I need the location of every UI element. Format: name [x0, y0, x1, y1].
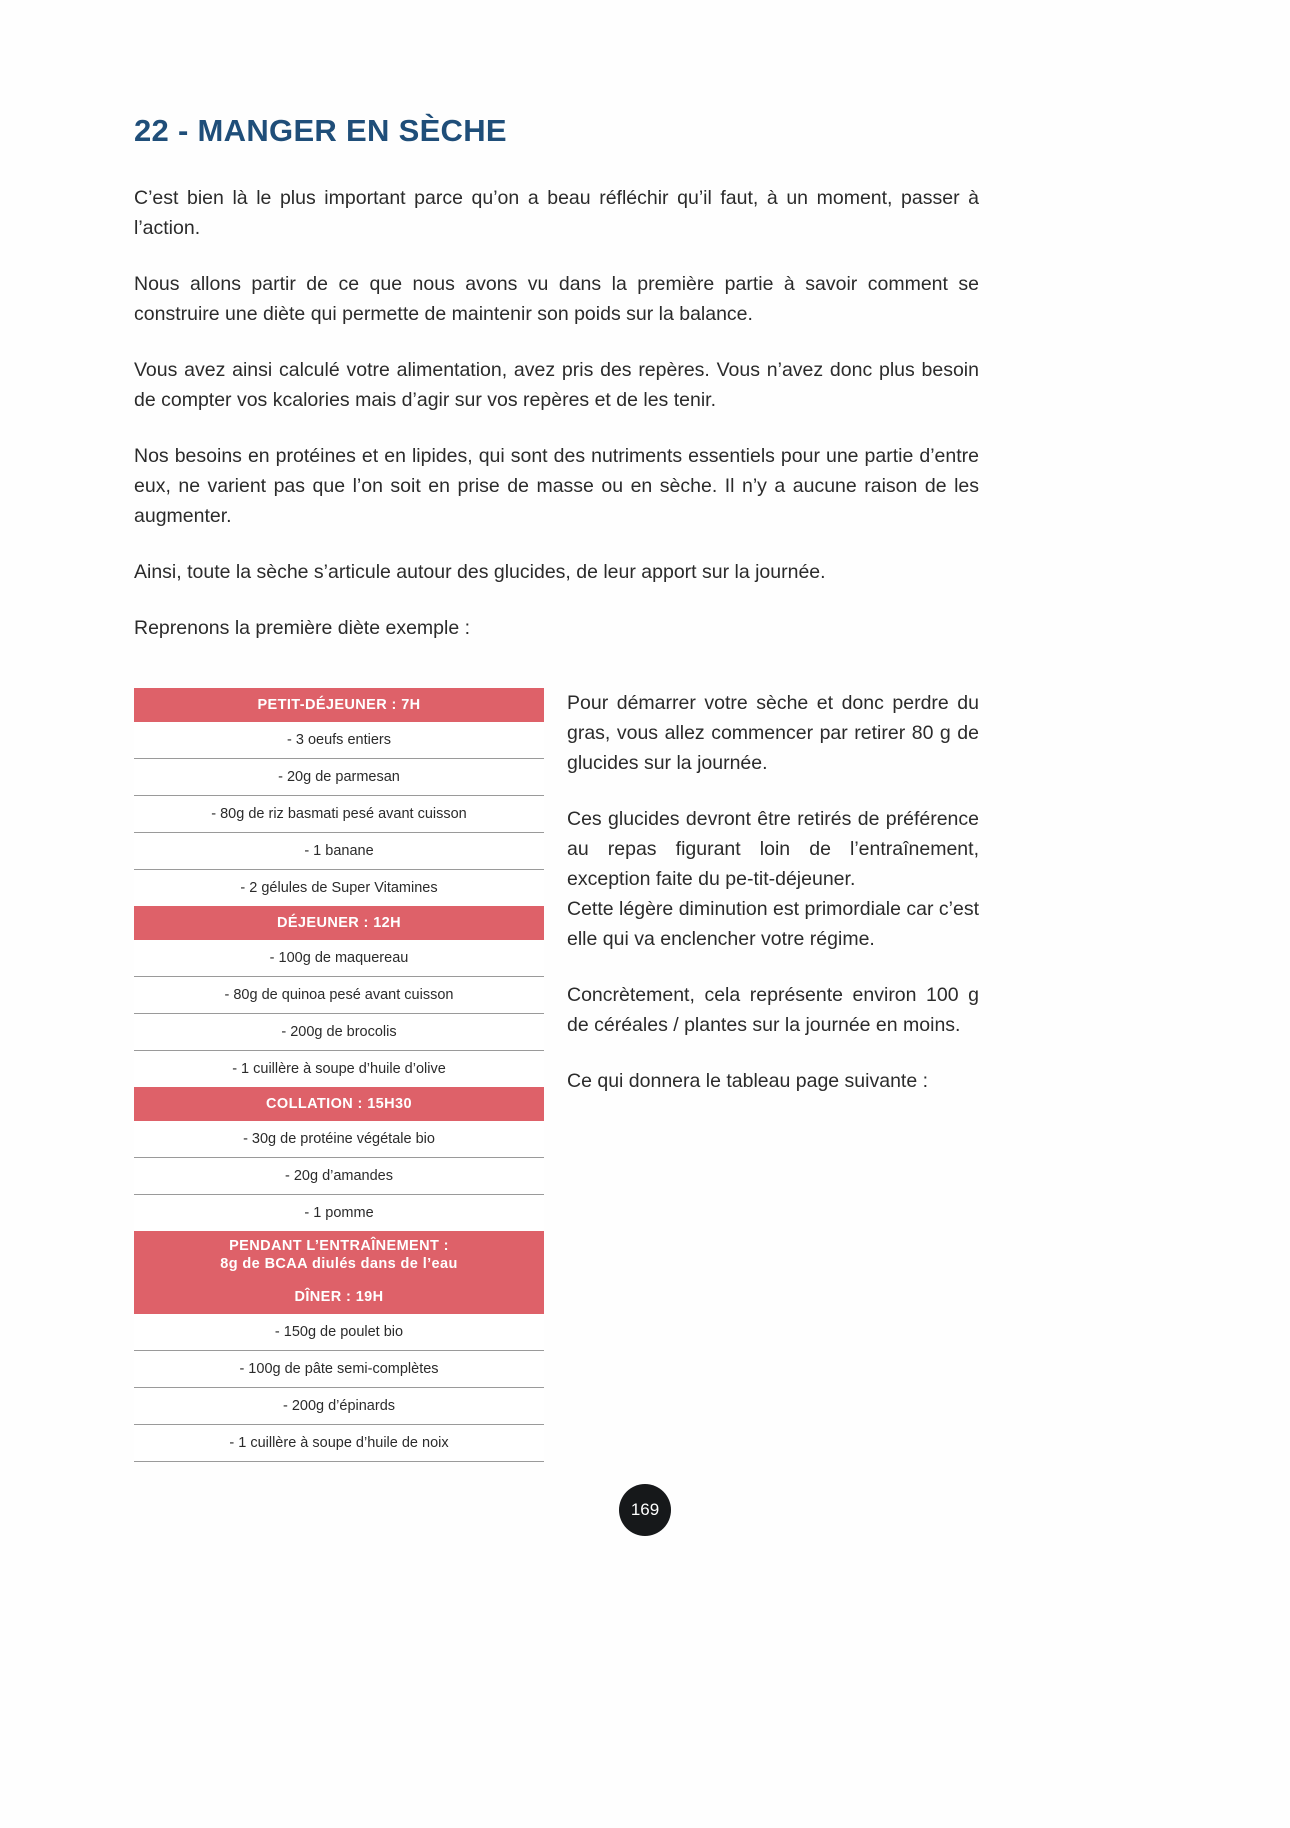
meal-header-label: DÎNER : 19H	[294, 1289, 384, 1305]
meal-item: - 2 gélules de Super Vitamines	[134, 870, 544, 906]
paragraph-5: Ainsi, toute la sèche s’articule autour des glucides, de leur apport sur la journée.	[134, 561, 826, 584]
meal-item: - 200g d’épinards	[134, 1388, 544, 1425]
paragraph-3: Vous avez ainsi calculé votre alimentation, avez pris des repères. Vous n’avez donc plus besoin de compter vos kcalories mais d’agir sur vos repères et de les tenir.	[134, 359, 979, 412]
meal-item: - 80g de riz basmati pesé avant cuisson	[134, 796, 544, 833]
meal-item: - 150g de poulet bio	[134, 1314, 544, 1351]
meal-header-label: PETIT-DÉJEUNER : 7H	[257, 697, 421, 713]
explanation-column	[567, 688, 979, 1122]
page-number-badge: 169	[619, 1484, 671, 1536]
meal-item: - 100g de maquereau	[134, 940, 544, 977]
right-paragraph-4: Concrètement, cela représente environ 100 g de céréales / plantes sur la journée en moins.	[567, 984, 979, 1036]
right-paragraph-3: Cette légère diminution est primordiale car c’est elle qui va enclencher votre régime.	[567, 898, 979, 950]
diet-table-column	[134, 688, 544, 1462]
meal-item: - 200g de brocolis	[134, 1014, 544, 1051]
meal-header	[134, 688, 544, 722]
meal-header-sublabel: 8g de BCAA diulés dans de l’eau	[220, 1256, 458, 1272]
meal-header	[134, 906, 544, 940]
meal-item: - 1 cuillère à soupe d’huile de noix	[134, 1425, 544, 1462]
meal-header	[134, 1231, 544, 1280]
meal-item: - 100g de pâte semi-complètes	[134, 1351, 544, 1388]
right-paragraph-5: Ce qui donnera le tableau page suivante :	[567, 1070, 929, 1092]
meal-item: - 20g de parmesan	[134, 759, 544, 796]
meal-item: - 30g de protéine végétale bio	[134, 1121, 544, 1158]
meal-item: - 1 banane	[134, 833, 544, 870]
article-body	[134, 112, 979, 643]
meal-header-label: DÉJEUNER : 12H	[276, 915, 402, 931]
diet-table	[134, 688, 544, 1462]
meal-item: - 20g d’amandes	[134, 1158, 544, 1195]
meal-item: - 1 cuillère à soupe d’huile d’olive	[134, 1051, 544, 1087]
meal-item: - 3 oeufs entiers	[134, 722, 544, 759]
paragraph-1: C’est bien là le plus important parce qu’on a beau réfléchir qu’il faut, à un moment, passer à l’action.	[134, 187, 979, 240]
meal-header	[134, 1087, 544, 1121]
meal-header	[134, 1280, 544, 1314]
right-paragraph-1: Pour démarrer votre sèche et donc perdre du gras, vous allez commencer par retirer 80 g de glucides sur la journée.	[567, 692, 979, 774]
right-paragraph-2: Ces glucides devront être retirés de préférence au repas figurant loin de l’entraînement, exception faite du pe-tit-déjeuner.	[567, 808, 979, 890]
paragraph-4: Nos besoins en protéines et en lipides, qui sont des nutriments essentiels pour une partie d’entre eux, ne varient pas que l’on soit en prise de masse ou en sèche. Il n’y a aucune raison de les augmenter.	[134, 445, 979, 528]
meal-header-label: PENDANT L’ENTRAÎNEMENT :	[229, 1238, 449, 1254]
meal-item: - 80g de quinoa pesé avant cuisson	[134, 977, 544, 1014]
paragraph-2: Nous allons partir de ce que nous avons vu dans la première partie à savoir comment se construire une diète qui permette de maintenir son poids sur la balance.	[134, 273, 979, 326]
meal-header-label: COLLATION : 15H30	[266, 1096, 412, 1112]
meal-item: - 1 pomme	[134, 1195, 544, 1231]
page-title: 22 - MANGER EN SÈCHE	[134, 113, 507, 148]
paragraph-6: Reprenons la première diète exemple :	[134, 617, 471, 640]
